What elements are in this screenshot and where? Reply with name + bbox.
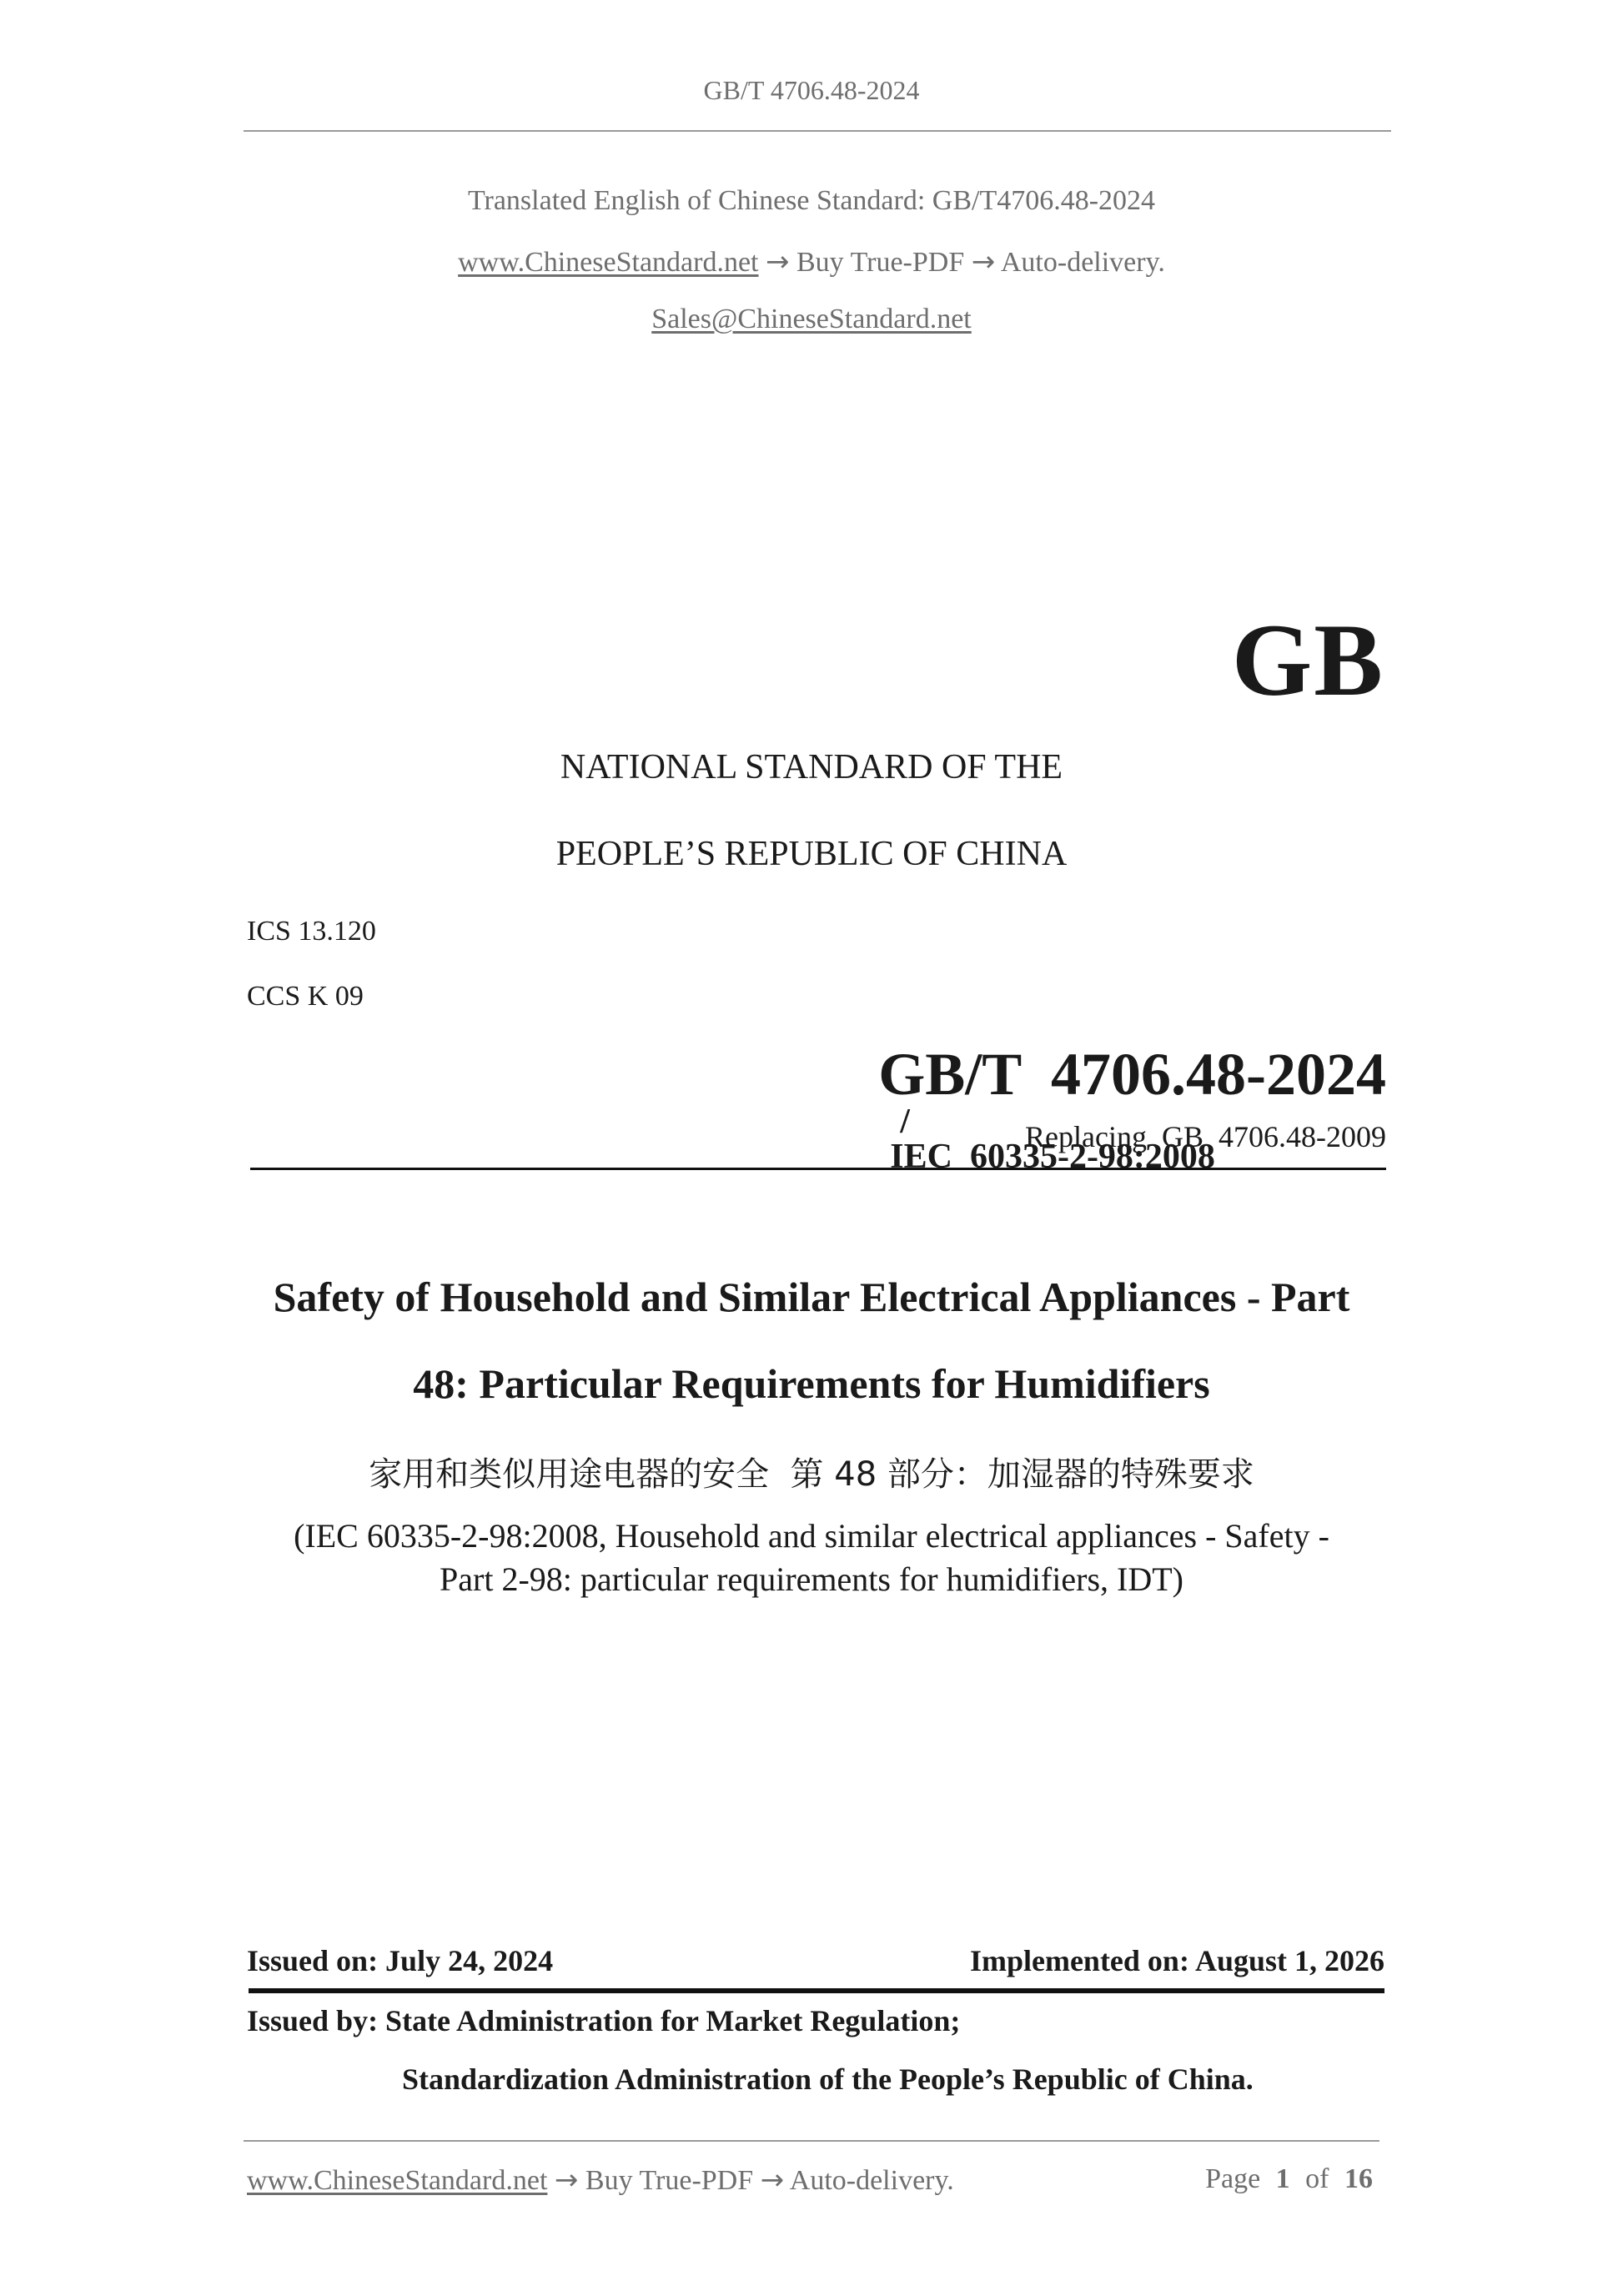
iec-reference-line2: Part 2-98: particular requirements for humidifiers, IDT) — [440, 1560, 1183, 1598]
page-indicator — [1205, 2163, 1373, 2195]
auto-delivery-text: Auto-delivery. — [1000, 247, 1165, 278]
ccs-code: CCS K 09 — [247, 981, 364, 1012]
title-chinese: 家用和类似用途电器的安全 第 48 部分：加湿器的特殊要求 — [369, 1455, 1254, 1494]
issued-by-line2: Standardization Administration of the People’s Republic of China. — [402, 2062, 1254, 2096]
implemented-on: Implemented on: August 1, 2026 — [969, 1944, 1384, 1977]
iec-reference-line1: (IEC 60335-2-98:2008, Household and similar electrical appliances - Safety - — [294, 1517, 1329, 1555]
running-header: GB/T 4706.48-2024 — [703, 75, 920, 105]
title-line1: Safety of Household and Similar Electrical Appliances - Part — [273, 1274, 1350, 1320]
arrow-right-icon: → — [554, 2163, 579, 2197]
issued-on: Issued on: July 24, 2024 — [247, 1944, 554, 1977]
gb-logo: GB — [1231, 603, 1384, 717]
issue-divider — [249, 1988, 1384, 1993]
purchase-line — [0, 245, 1623, 279]
of-label: of — [1305, 2163, 1329, 2194]
footer-purchase-line — [247, 2163, 954, 2197]
title-divider — [250, 1168, 1386, 1170]
page-total: 16 — [1344, 2163, 1373, 2194]
footer-chinesestandard-link[interactable]: www.ChineseStandard.net — [247, 2165, 548, 2196]
standard-slash: / — [900, 1103, 910, 1141]
standard-number: GB/T 4706.48-2024 — [878, 1041, 1386, 1108]
header-divider — [244, 130, 1391, 132]
national-standard-line1: NATIONAL STANDARD OF THE — [560, 748, 1063, 786]
page-number: 1 — [1275, 2163, 1290, 2194]
arrow-right-icon: → — [766, 245, 790, 279]
issued-by-line1: Issued by: State Administration for Market Regulation; — [247, 2004, 961, 2037]
national-standard-line2: PEOPLE’S REPUBLIC OF CHINA — [555, 835, 1068, 873]
chinesestandard-link[interactable]: www.ChineseStandard.net — [458, 247, 759, 278]
footer-divider — [244, 2140, 1379, 2142]
buy-true-pdf-text: Buy True-PDF — [796, 247, 965, 278]
replacing-note: Replacing GB 4706.48-2009 — [1025, 1120, 1386, 1153]
arrow-right-icon: → — [760, 2163, 785, 2197]
translation-notice: Translated English of Chinese Standard: GB/T4706.48-2024 — [467, 185, 1156, 216]
page-label: Page — [1205, 2163, 1261, 2194]
title-line2: 48: Particular Requirements for Humidifiers — [413, 1360, 1210, 1407]
footer-auto-delivery-text: Auto-delivery. — [789, 2165, 954, 2196]
arrow-right-icon: → — [971, 245, 996, 279]
sales-email-line — [0, 304, 1623, 335]
footer-buy-true-pdf-text: Buy True-PDF — [585, 2165, 754, 2196]
ics-code: ICS 13.120 — [247, 916, 376, 947]
sales-email-link[interactable]: Sales@ChineseStandard.net — [651, 304, 972, 334]
iec-number: IEC 60335-2-98:2008 — [890, 1138, 1215, 1176]
